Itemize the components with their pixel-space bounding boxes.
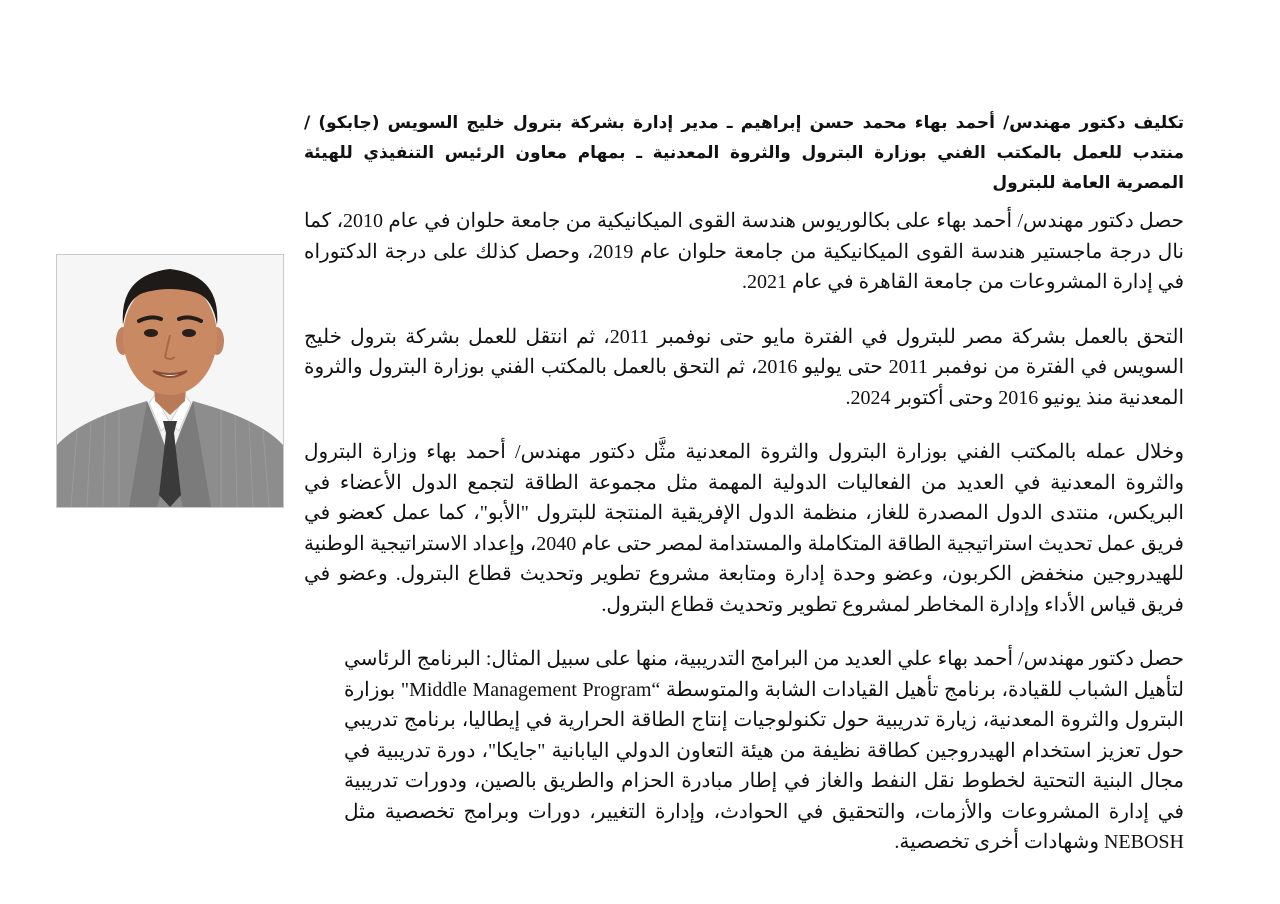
headline: تكليف دكتور مهندس/ أحمد بهاء محمد حسن إبراهيم ـ مدير إدارة بشركة بترول خليج السويس (جابكو) / منتدب للعمل بالمكتب الفني بوزارة البترول والثروة المعدنية ـ بمهام معاون الرئيس التنفيذي للهيئة المصرية العامة للبترول: [304, 113, 1184, 193]
portrait-illustration: [57, 255, 283, 507]
technical-office-paragraph: وخلال عمله بالمكتب الفني بوزارة البترول والثروة المعدنية مثَّل دكتور مهندس/ أحمد بهاء وزارة البترول والثروة المعدنية في العديد من الفعاليات الدولية المهمة مثل مجموعة الطاقة لتجمع الدول الأعضاء في البريكس، منتدى الدول المصدرة للغاز، منظمة الدول الإفريقية المنتجة للبترول "الأبو"، كما عمل كعضو في فريق عمل تحديث استراتيجية الطاقة المتكاملة والمستدامة لمصر حتى عام 2040، وإعداد الاستراتيجية الوطنية للهيدروجين منخفض الكربون، وعضو وحدة إدارة ومتابعة مشروع تطوير وتحديث قطاع البترول. وعضو في فريق قياس الأداء وإدارة المخاطر لمشروع تطوير وتحديث قطاع البترول.: [304, 441, 1185, 616]
career-paragraph: التحق بالعمل بشركة مصر للبترول في الفترة مايو حتى نوفمبر 2011، ثم انتقل للعمل بشركة بترول خليج السويس في الفترة من نوفمبر 2011 حتى يوليو 2016، ثم التحق بالعمل بالمكتب الفني بوزارة البترول والثروة المعدنية منذ يونيو 2016 وحتى أكتوبر 2024.: [304, 325, 1185, 409]
training-paragraph: حصل دكتور مهندس/ أحمد بهاء علي العديد من البرامج التدريبية، منها على سبيل المثال: البرنامج الرئاسي لتأهيل الشباب للقيادة، برنامج تأهيل القيادات الشابة والمتوسطة “Middle Management Program" بوزارة البترول والثروة المعدنية، زيارة تدريبية حول تكنولوجيات إنتاج الطاقة الحرارية في إيطاليا، برنامج تدريبي حول تعزيز استخدام الهيدروجين كطاقة نظيفة من هيئة التعاون الدولي اليابانية "جايكا"، دورة تدريبية في مجال البنية التحتية لخطوط نقل النفط والغاز في إطار مبادرة الحزام والطريق بالصين، ودورات تدريبية في إدارة المشروعات والأزمات، والتحقيق في الحوادث، وإدارة التغيير، دورات وبرامج تخصصية مثل NEBOSH وشهادات أخرى تخصصية.: [344, 648, 1184, 853]
portrait-photo: [56, 254, 284, 508]
biography-text: [304, 108, 1184, 858]
education-paragraph: حصل دكتور مهندس/ أحمد بهاء على بكالوريوس هندسة القوى الميكانيكية من جامعة حلوان في عام 2010، كما نال درجة ماجستير هندسة القوى الميكانيكية من جامعة حلوان عام 2019، وحصل كذلك على درجة الدكتوراه في إدارة المشروعات من جامعة القاهرة في عام 2021.: [304, 210, 1184, 293]
